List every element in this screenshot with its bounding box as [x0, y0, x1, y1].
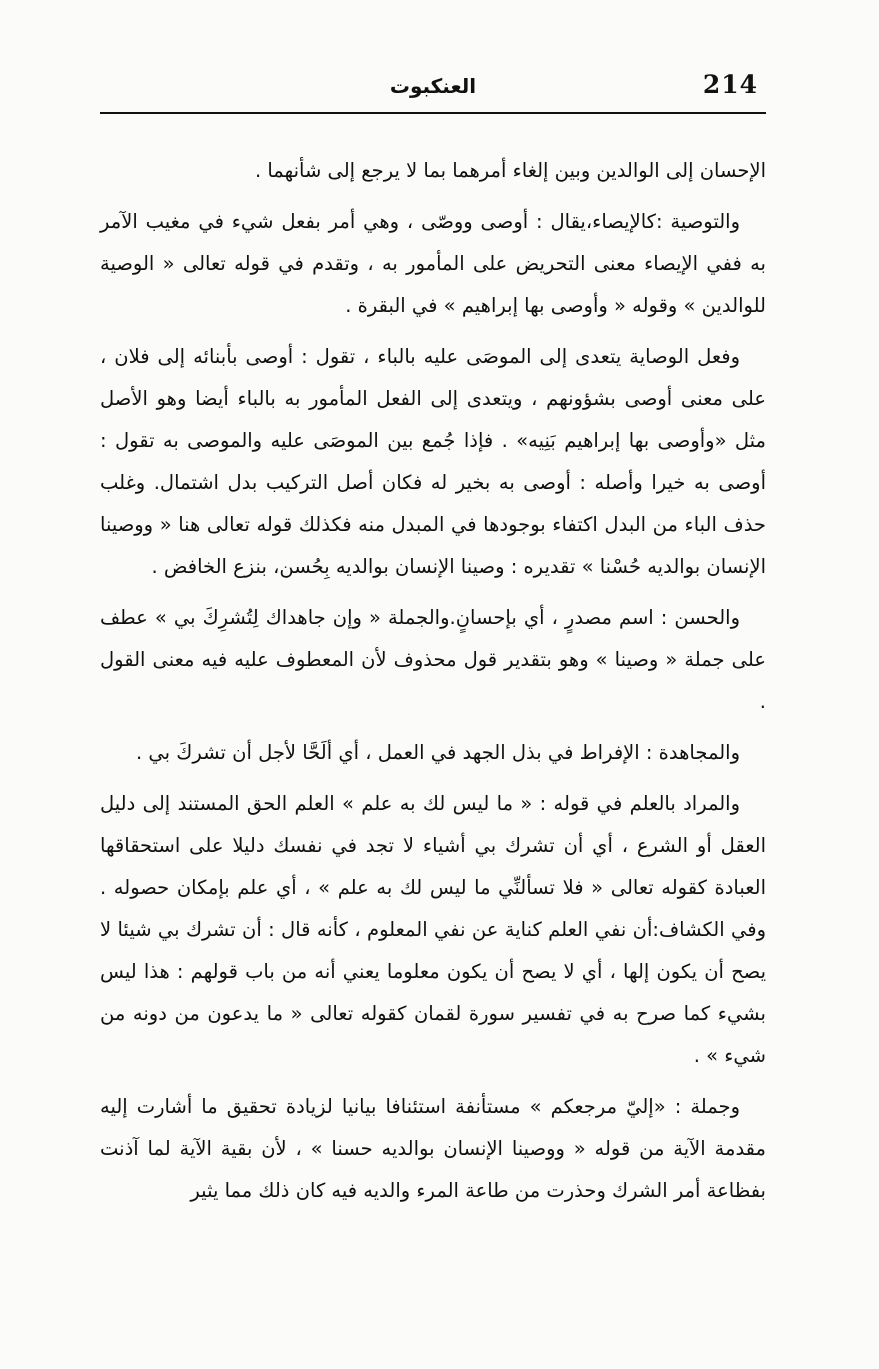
page-header [100, 70, 766, 114]
paragraph: والحسن : اسم مصدرٍ ، أي بإحسانٍ.والجملة « وإن جاهداك لِتُشرِكَ بي » عطف على جملة « وصينا » وهو بتقدير قول محذوف لأن المعطوف عليه فيه معنى القول . [100, 606, 766, 713]
paragraph: وجملة : «إليّ مرجعكم » مستأنفة استئنافا بيانيا لزيادة تحقيق ما أشارت إليه مقدمة الآية من قوله « ووصينا الإنسان بوالديه حسنا » ، لأن بقية الآية لما آذنت بفظاعة أمر الشرك وحذرت من طاعة المرء والديه فيه كان ذلك مما يثير [100, 1095, 766, 1202]
page-number: 214 [702, 70, 758, 99]
body-text [100, 150, 766, 1221]
header-rule [100, 112, 766, 114]
paragraph: والمراد بالعلم في قوله : « ما ليس لك به علم » العلم الحق المستند إلى دليل العقل أو الشرع ، أي أن تشرك بي أشياء لا تجد في نفسك دليلا على استحقاقها العبادة كقوله تعالى « فلا تسألنِّي ما ليس لك به علم » ، أي علم بإمكان حصوله . وفي الكشاف:أن نفي العلم كناية عن نفي المعلوم ، كأنه قال : أن تشرك بي شيئا لا يصح أن يكون إلها ، أي لا يصح أن يكون معلوما يعني أنه من باب قولهم : هذا ليس بشيء كما صرح به في تفسير سورة لقمان كقوله تعالى « ما يدعون من دونه من شيء » . [100, 792, 766, 1067]
paragraph: وفعل الوصاية يتعدى إلى الموصَى عليه بالباء ، تقول : أوصى بأبنائه إلى فلان ، على معنى أوصى بشؤونهم ، ويتعدى إلى الفعل المأمور به بالباء أيضا وهو الأصل مثل «وأوصى بها إبراهيم بَنِيه» . فإذا جُمع بين الموصَى عليه والموصى به تقول : أوصى به خيرا وأصله : أوصى به بخير له فكان أصل التركيب بدل اشتمال. وغلب حذف الباء من البدل اكتفاء بوجودها في المبدل منه فكذلك قوله تعالى هنا « ووصينا الإنسان بوالديه حُسْنا » تقديره : وصينا الإنسان بوالديه بِحُسن، بنزع الخافض . [100, 345, 766, 578]
paragraph: الإحسان إلى الوالدين وبين إلغاء أمرهما بما لا يرجع إلى شأنهما . [254, 159, 766, 182]
paragraph: والتوصية :كالإيصاء،يقال : أوصى ووصّى ، وهي أمر بفعل شيء في مغيب الآمر به ففي الإيصاء معنى التحريض على المأمور به ، وتقدم في قوله تعالى « الوصية للوالدين » وقوله « وأوصى بها إبراهيم » في البقرة . [100, 210, 766, 317]
paragraph: والمجاهدة : الإفراط في بذل الجهد في العمل ، أي ألَحَّا لأجل أن تشركَ بي . [136, 741, 740, 764]
running-title: العنكبوت [389, 74, 477, 98]
